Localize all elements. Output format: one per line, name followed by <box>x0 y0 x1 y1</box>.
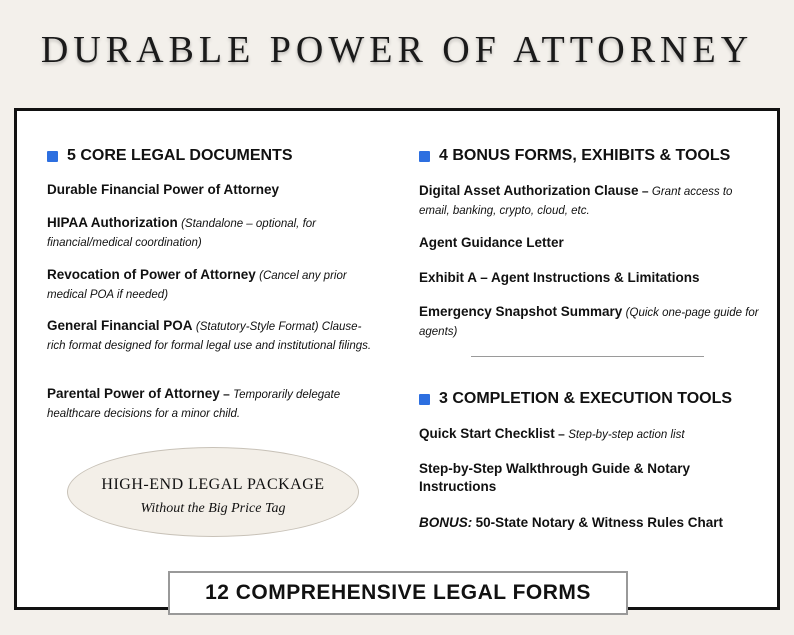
list-item: HIPAA Authorization (Standalone – optional, for financial/medical coordination) <box>47 215 316 249</box>
blue-square-icon <box>419 394 430 405</box>
blue-square-icon <box>47 151 58 162</box>
section-divider <box>471 356 704 357</box>
list-item: Emergency Snapshot Summary (Quick one-page guide for agents) <box>419 304 759 338</box>
high-end-package-badge: HIGH-END LEGAL PACKAGE Without the Big Price Tag <box>67 447 359 537</box>
page-title: DURABLE POWER OF ATTORNEY <box>40 29 754 71</box>
list-item: Step-by-Step Walkthrough Guide & Notary Instructions <box>419 461 691 494</box>
core-documents-heading: 5 CORE LEGAL DOCUMENTS <box>47 147 293 165</box>
list-item: Digital Asset Authorization Clause – Grant access to email, banking, crypto, cloud, etc. <box>419 183 733 217</box>
list-item: Parental Power of Attorney – Temporarily delegate healthcare decisions for a minor child. <box>47 386 341 420</box>
list-item: General Financial POA (Statutory-Style Format) Clause-rich format designed for formal legal use and institutional filings. <box>47 318 372 352</box>
content-card <box>14 108 780 610</box>
list-item: Quick Start Checklist – Step-by-step action list <box>419 426 685 441</box>
list-item: Durable Financial Power of Attorney <box>47 182 280 197</box>
list-item: Exhibit A – Agent Instructions & Limitations <box>419 270 700 285</box>
blue-square-icon <box>419 151 430 162</box>
list-item: Agent Guidance Letter <box>419 235 564 250</box>
list-item: BONUS: 50-State Notary & Witness Rules Chart <box>419 515 724 530</box>
forms-count-banner: 12 COMPREHENSIVE LEGAL FORMS <box>168 571 628 615</box>
completion-tools-heading: 3 COMPLETION & EXECUTION TOOLS <box>419 390 732 408</box>
list-item: Revocation of Power of Attorney (Cancel any prior medical POA if needed) <box>47 267 347 301</box>
bonus-forms-heading: 4 BONUS FORMS, EXHIBITS & TOOLS <box>419 147 730 165</box>
